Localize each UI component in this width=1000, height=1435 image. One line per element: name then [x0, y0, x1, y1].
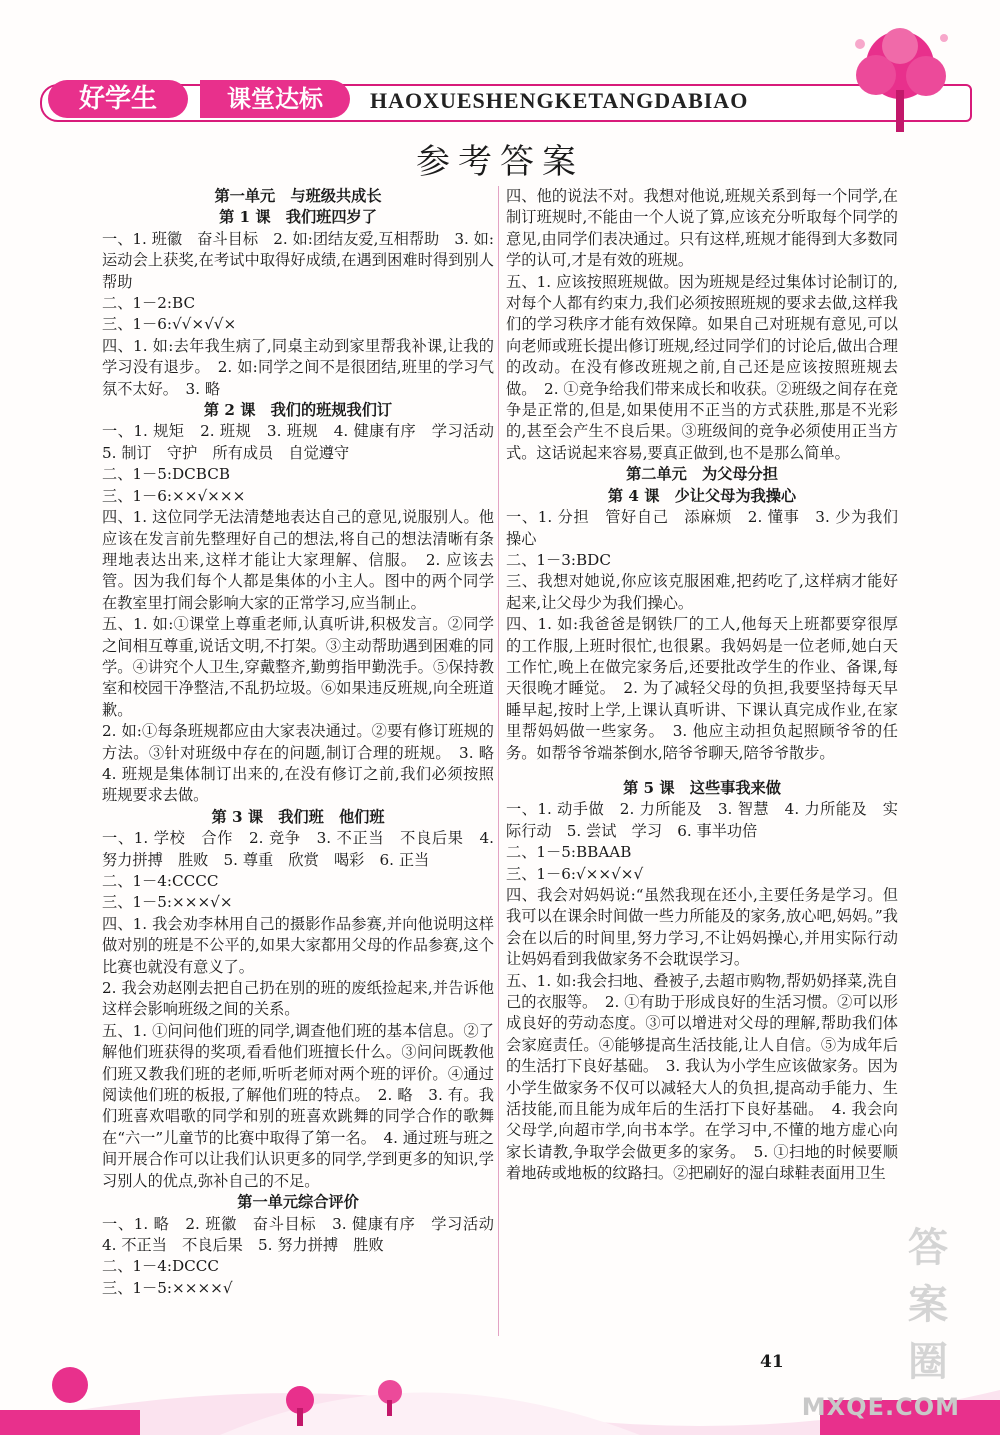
answer-paragraph: 四、我会对妈妈说:“虽然我现在还小,主要任务是学习。但我可以在课余时间做一些力所能及的家务,放心吧,妈妈。”我会在以后的时间里,努力学习,不让妈妈操心,并用实际行动让妈妈看到我做家务不会耽误学习。: [506, 886, 898, 969]
watermark-url: MXQE.COM: [801, 1393, 960, 1421]
answer-paragraph: 五、1. 如:①课堂上尊重老师,认真听讲,积极发言。②同学之间相互尊重,说话文明,不打架。③主动帮助遇到困难的同学。④讲究个人卫生,穿戴整齐,勤剪指甲勤洗手。⑤保持教室和校园干净整洁,不乱扔垃圾。⑥如果违反班规,向全班道歉。: [102, 615, 494, 719]
section-heading: 第一单元 与班级共成长: [214, 187, 382, 205]
answer-paragraph: 二、1－2:BC: [102, 294, 196, 313]
answer-paragraph: 一、1. 规矩 2. 班规 3. 班规 4. 健康有序 学习活动 5. 制订 守护 所有成员 自觉遵守: [102, 422, 510, 462]
section-heading: 第 4 课 少让父母为我操心: [607, 486, 797, 505]
pink-tree-decoration: [840, 20, 960, 140]
series-pinyin: HAOXUESHENGKETANGDABIAO: [370, 88, 749, 113]
answer-paragraph: 三、1－5:×××√×: [102, 893, 233, 912]
answer-paragraph: 三、1－5:××××√: [102, 1278, 233, 1297]
series-label: 课堂达标: [200, 80, 350, 118]
answer-paragraph: 五、1. 如:我会扫地、叠被子,去超市购物,帮奶奶择菜,洗自己的衣服等。 2. ①有助于形成良好的生活习惯。②可以形成良好的劳动态度。③可以增进对父母的理解,帮助我们体会家庭责任。④能够提高生活技能,让人自信。⑤为成年后的生活打下良好基础。 3. 我认为小学生应该做家务。因为小学生做家务不仅可以减轻大人的负担,提高动手能力、生活技能,而且能为成年后的生活打下良好基础。 4. 我会向父母学,向超市学,向书本学。在学习中,不懂的地方虚心向家长请教,争取学会做更多的家务。 5. ①扫地的时候要顺着地砖或地板的纹路扫。②把刷好的湿白球鞋表面用卫生: [506, 971, 898, 1183]
answer-paragraph: 一、1. 分担 管好自己 添麻烦 2. 懂事 3. 少为我们操心: [506, 508, 898, 548]
answer-paragraph: 二、1－5:BBAAB: [506, 843, 632, 862]
answer-paragraph: 三、1－6:××√×××: [102, 486, 246, 505]
answer-paragraph: 二、1－4:CCCC: [102, 872, 219, 890]
spacer: [506, 764, 898, 778]
answer-paragraph: 二、1－3:BDC: [506, 550, 611, 569]
answer-paragraph: 一、1. 略 2. 班徽 奋斗目标 3. 健康有序 学习活动 4. 不正当 不良后果 5. 努力拼搏 胜败: [102, 1214, 510, 1254]
answer-paragraph: 一、1. 班徽 奋斗目标 2. 如:团结友爱,互相帮助 3. 如:运动会上获奖,在考试中取得好成绩,在遇到困难时得到别人帮助: [102, 229, 494, 291]
watermark-logo: 答案圈: [908, 1225, 950, 1385]
left-column: [102, 186, 510, 1299]
answer-paragraph: 三、我想对她说,你应该克服困难,把药吃了,这样病才能好起来,让父母少为我们操心。: [506, 572, 898, 612]
section-heading: 第 3 课 我们班 他们班: [211, 807, 385, 826]
answer-paragraph: 2. 如:①每条班规都应由大家表决通过。②要有修订班规的方法。③针对班级中存在的问题,制订合理的班规。 3. 略 4. 班规是集体制订出来的,在没有修订之前,我们必须按照班规要求去做。: [102, 722, 510, 805]
answer-paragraph: 五、1. 应该按照班规做。因为班规是经过集体讨论制订的,对每个人都有约束力,我们必须按照班规的要求去做,这样我们的学习秩序才能有效保障。如果自己对班规有意见,可以向老师或班长提出修订班规,经过同学们的讨论后,做出合理的改动。在没有修改班规之前,自己还是应该按照班规去做。 2. ①竞争给我们带来成长和收获。②班级之间存在竞争是正常的,但是,如果使用不正当的方式获胜,那是不光彩的,甚至会产生不良后果。③班级间的竞争必须使用正当方式。这话说起来容易,要真正做到,也不是那么简单。: [506, 272, 898, 462]
answer-paragraph: 四、1. 这位同学无法清楚地表达自己的意见,说服别人。他应该在发言前先整理好自己的想法,将自己的想法清晰有条理地表达出来,这样才能让大家理解、信服。 2. 应该去管。因为我们每个人都是集体的小主人。图中的两个同学在教室里打闹会影响大家的正常学习,应当制止。: [102, 508, 494, 612]
answer-paragraph: 四、他的说法不对。我想对他说,班规关系到每一个同学,在制订班规时,不能由一个人说了算,应该充分听取每个同学的意见,由同学们表决通过。只有这样,班规才能得到大多数同学的认可,才是有效的班规。: [506, 187, 898, 270]
section-heading: 第二单元 为父母分担: [626, 465, 778, 484]
answer-paragraph: 二、1－5:DCBCB: [102, 465, 231, 484]
header-banner: [40, 78, 968, 124]
brand-label: 好学生: [48, 80, 188, 118]
section-heading: 第一单元综合评价: [237, 1193, 359, 1212]
answer-paragraph: 五、1. ①问问他们班的同学,调查他们班的基本信息。②了解他们班获得的奖项,看看他们班擅长什么。③问问既教他们班又教我们班的老师,听听老师对两个班的评价。④通过阅读他们班的板报,了解他们班的特点。 2. 略 3. 有。我们班喜欢唱歌的同学和别的班喜欢跳舞的同学合作的歌舞在“六一”儿童节的比赛中取得了第一名。 4. 通过班与班之间开展合作可以让我们认识更多的同学,学到更多的知识,学习别人的优点,弥补自己的不足。: [102, 1021, 494, 1190]
section-heading: 第 5 课 这些事我来做: [623, 778, 781, 797]
right-column: [506, 186, 898, 1185]
answer-paragraph: 一、1. 学校 合作 2. 竞争 3. 不正当 不良后果 4. 努力拼搏 胜败 5. 尊重 欣赏 喝彩 6. 正当: [102, 829, 494, 869]
answer-paragraph: 2. 我会劝赵刚去把自己扔在别的班的废纸捡起来,并告诉他这样会影响班级之间的关系。: [102, 979, 494, 1019]
answer-paragraph: 四、1. 如:去年我生病了,同桌主动到家里帮我补课,让我的学习没有退步。 2. 如:同学之间不是很团结,班里的学习气氛不太好。 3. 略: [102, 336, 494, 398]
answer-paragraph: 二、1－4:DCCC: [102, 1257, 220, 1276]
page-number: 41: [760, 1352, 784, 1372]
section-heading: 第 1 课 我们班四岁了: [219, 208, 377, 227]
section-heading: 第 2 课 我们的班规我们订: [203, 401, 393, 420]
answer-paragraph: 三、1－6:√××√×√: [506, 864, 644, 883]
page-title: 参考答案: [416, 142, 584, 182]
answer-paragraph: 一、1. 动手做 2. 力所能及 3. 智慧 4. 力所能及 实际行动 5. 尝试 学习 6. 事半功倍: [506, 800, 898, 840]
answer-paragraph: 四、1. 我会劝李林用自己的摄影作品参赛,并向他说明这样做对别的班是不公平的,如果大家都用父母的作品参赛,这个比赛也就没有意义了。: [102, 914, 494, 976]
answer-paragraph: 四、1. 如:我爸爸是钢铁厂的工人,他每天上班都要穿很厚的工作服,上班时很忙,也很累。我妈妈是一位老师,她白天工作忙,晚上在做完家务后,还要批改学生的作业、备课,每天很晚才睡觉。 2. 为了减轻父母的负担,我要坚持每天早睡早起,按时上学,上课认真听讲、下课认真完成作业,在家里帮妈妈做一些家务。 3. 他应主动担负起照顾爷爷的任务。如帮爷爷端茶倒水,陪爷爷聊天,陪爷爷散步。: [506, 615, 898, 762]
answer-paragraph: 三、1－6:√√×√√×: [102, 315, 237, 334]
